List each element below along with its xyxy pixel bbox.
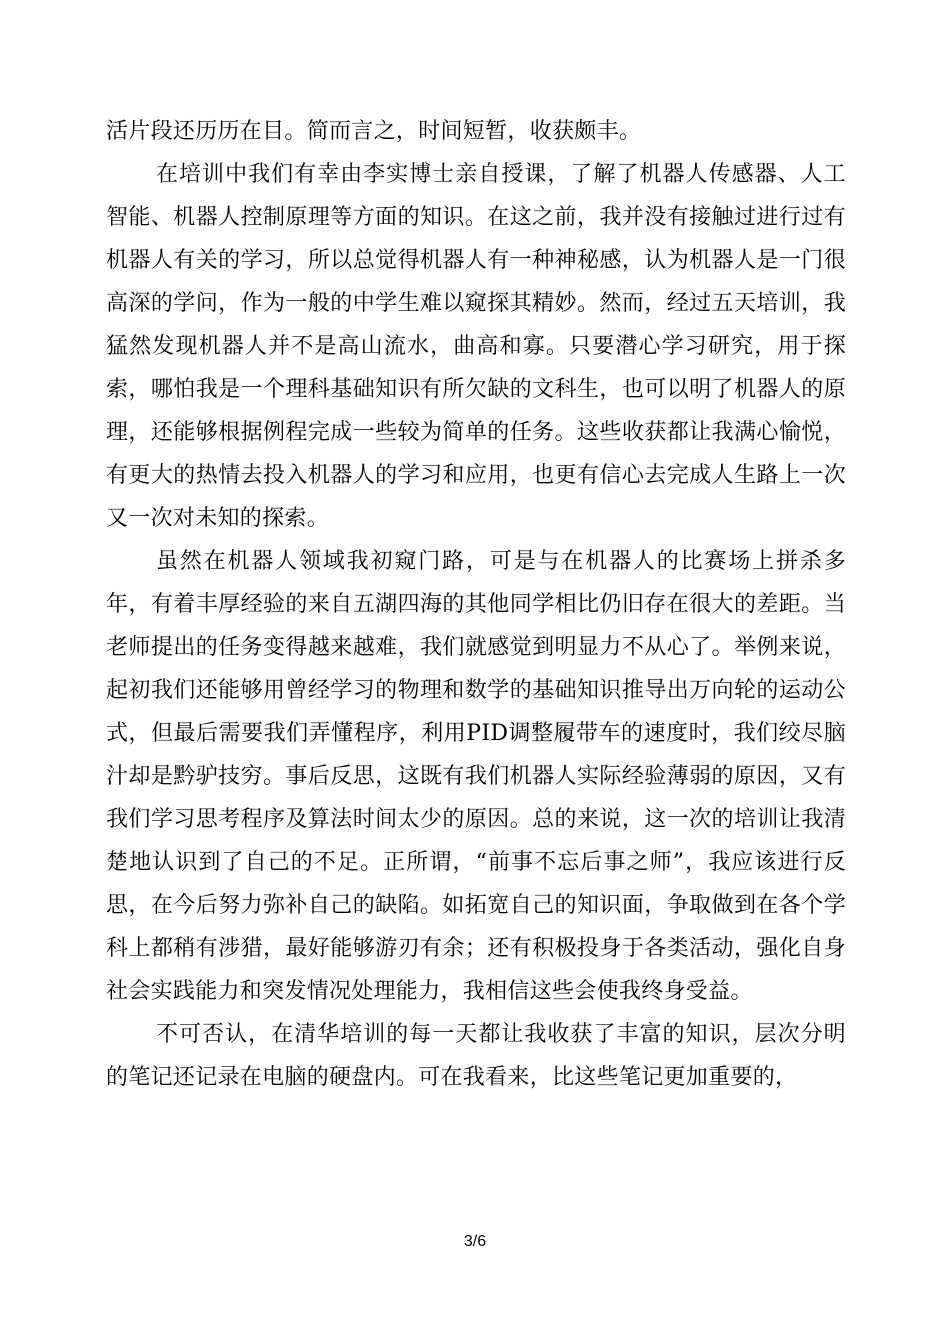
- paragraph: 虽然在机器人领域我初窥门路，可是与在机器人的比赛场上拼杀多年，有着丰厚经验的来自五湖四海的其他同学相比仍旧存在很大的差距。当老师提出的任务变得越来越难，我们就感觉到明显力不从心了。举例来说，起初我们还能够用曾经学习的物理和数学的基础知识推导出万向轮的运动公式，但最后需要我们弄懂程序，利用PID调整履带车的速度时，我们绞尽脑汁却是黔驴技穷。事后反思，这既有我们机器人实际经验薄弱的原因，又有我们学习思考程序及算法时间太少的原因。总的来说，这一次的培训让我清楚地认识到了自己的不足。正所谓，“前事不忘后事之师”，我应该进行反思，在今后努力弥补自己的缺陷。如拓宽自己的知识面，争取做到在各个学科上都稍有涉猎，最好能够游刃有余；还有积极投身于各类活动，强化自身社会实践能力和突发情况处理能力，我相信这些会使我终身受益。: [106, 549, 846, 1004]
- page-number: 3/6: [463, 1233, 487, 1250]
- paragraph-continuation: 活片段还历历在目。简而言之，时间短暂，收获颇丰。: [106, 119, 642, 144]
- document-body: [106, 110, 846, 1099]
- paragraph: 在培训中我们有幸由李实博士亲自授课，了解了机器人传感器、人工智能、机器人控制原理等方面的知识。在这之前，我并没有接触过进行过有机器人有关的学习，所以总觉得机器人有一种神秘感，认为机器人是一门很高深的学问，作为一般的中学生难以窥探其精妙。然而，经过五天培训，我猛然发现机器人并不是高山流水，曲高和寡。只要潜心学习研究，用于探索，哪怕我是一个理科基础知识有所欠缺的文科生，也可以明了机器人的原理，还能够根据例程完成一些较为简单的任务。这些收获都让我满心愉悦，有更大的热情去投入机器人的学习和应用，也更有信心去完成人生路上一次又一次对未知的探索。: [106, 162, 846, 531]
- paragraph: 不可否认，在清华培训的每一天都让我收获了丰富的知识，层次分明的笔记还记录在电脑的硬盘内。可在我看来，比这些笔记更加重要的，: [106, 1022, 846, 1090]
